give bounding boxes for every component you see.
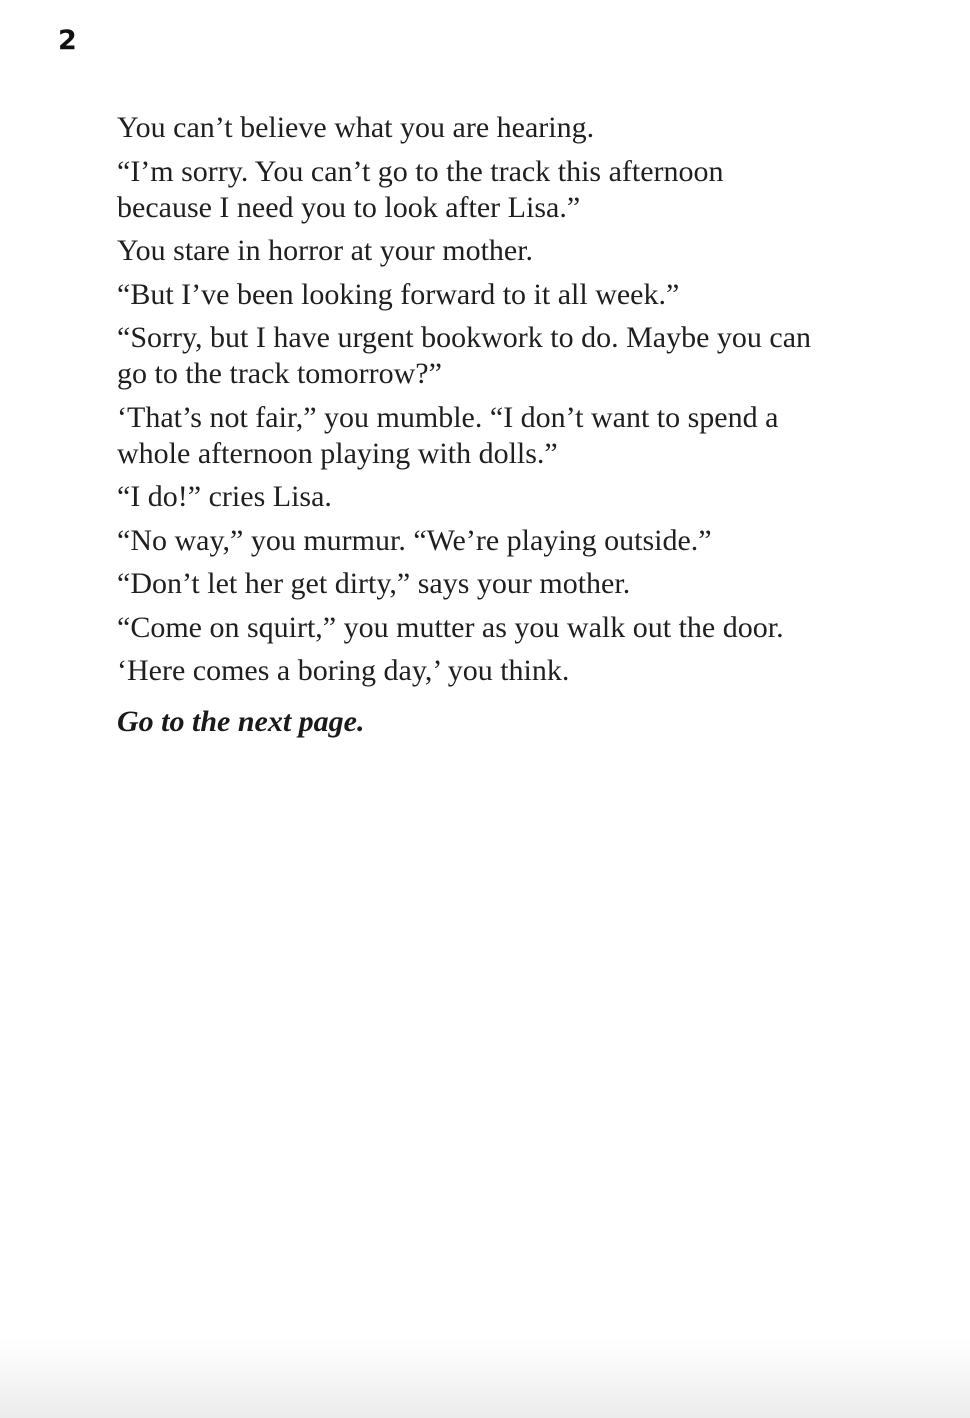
- story-body: [117, 110, 817, 740]
- story-paragraph: “But I’ve been looking forward to it all week.”: [117, 277, 680, 311]
- next-page-instruction: Go to the next page.: [117, 705, 365, 738]
- story-paragraph: “I’m sorry. You can’t go to the track this afternoon because I need you to look after Lisa.”: [117, 154, 724, 224]
- story-paragraph: “Sorry, but I have urgent bookwork to do. Maybe you can go to the track tomorrow?”: [117, 321, 812, 390]
- story-paragraph: “Come on squirt,” you mutter as you walk out the door.: [117, 610, 784, 644]
- story-paragraph: ‘That’s not fair,” you mumble. “I don’t want to spend a whole afternoon playing with dolls.”: [117, 400, 779, 470]
- story-paragraph: You stare in horror at your mother.: [117, 234, 534, 267]
- page-bottom-shade: [0, 1338, 970, 1418]
- story-paragraph: “I do!” cries Lisa.: [117, 480, 332, 513]
- page-number: 2: [58, 25, 77, 56]
- story-paragraph: “Don’t let her get dirty,” says your mother.: [117, 567, 631, 600]
- story-paragraph: ‘Here comes a boring day,’ you think.: [117, 654, 570, 687]
- story-paragraph: “No way,” you murmur. “We’re playing outside.”: [117, 523, 712, 557]
- story-paragraph: You can’t believe what you are hearing.: [117, 111, 595, 144]
